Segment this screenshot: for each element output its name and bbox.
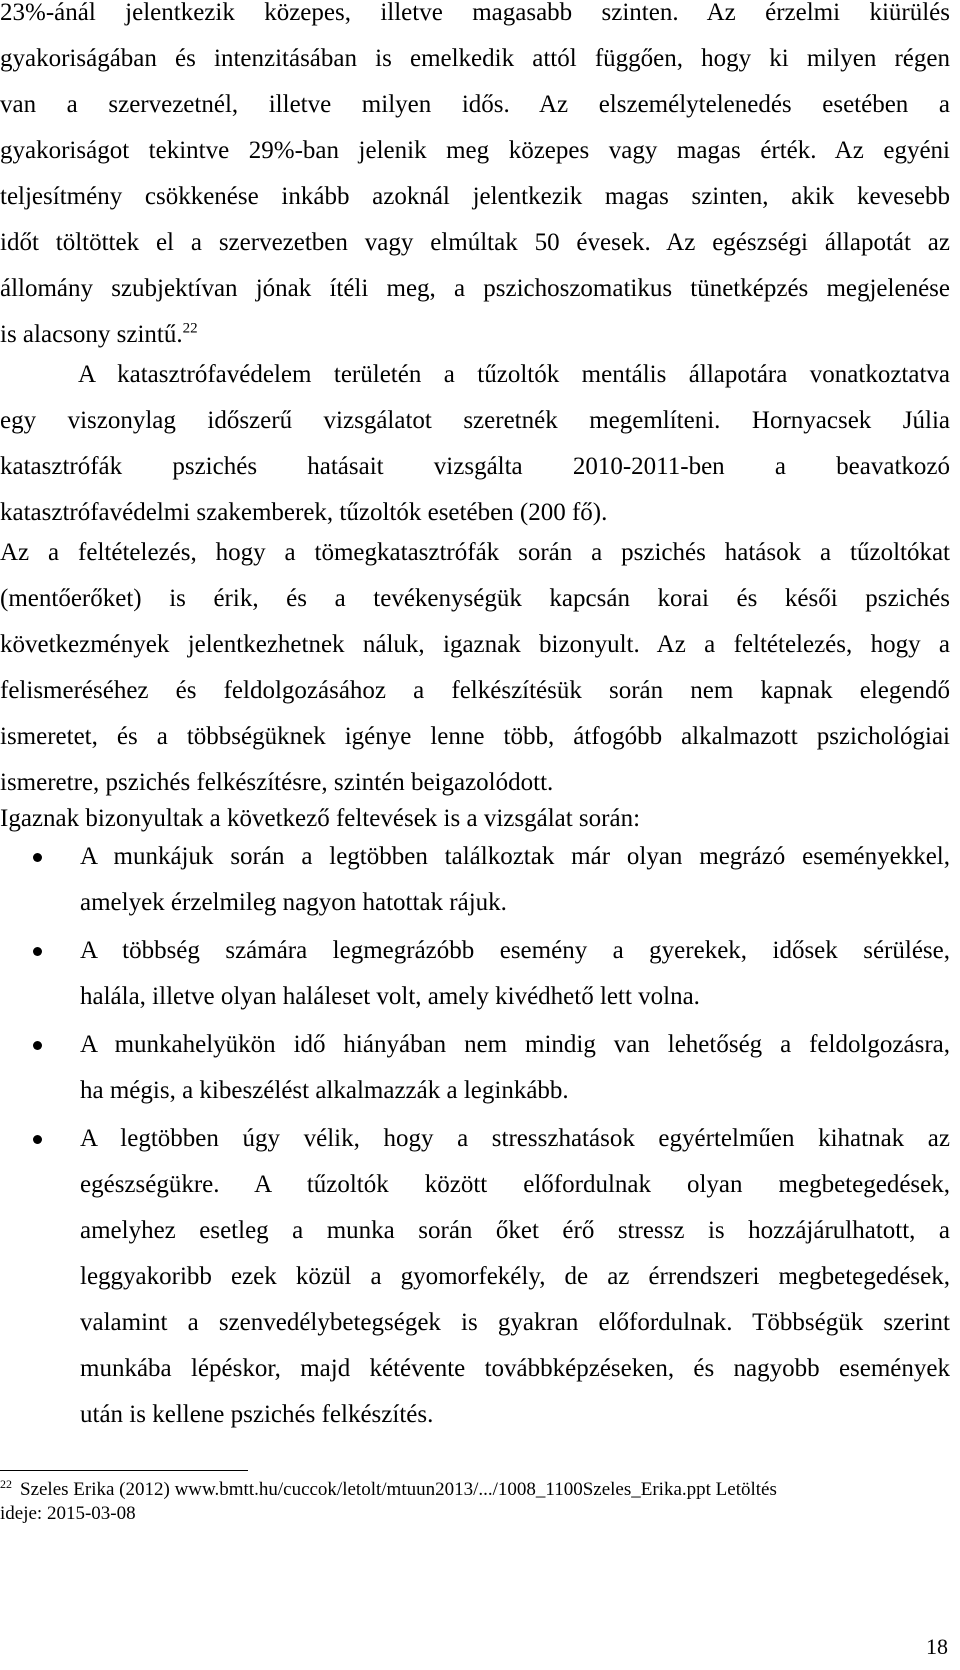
text-line: amelyhez esetleg a munka során őket érő stressz is hozzájárulhatott, a	[80, 1217, 950, 1244]
list-item	[0, 1116, 950, 1438]
text-line: egy viszonylag időszerű vizsgálatot szeretnék megemlíteni. Hornyacsek Júlia	[0, 407, 950, 434]
paragraph-2	[0, 352, 950, 536]
text-line: leggyakoribb ezek közül a gyomorfekély, de az érrendszeri megbetegedések,	[80, 1263, 950, 1290]
bullet-icon	[33, 947, 42, 956]
text-line: katasztrófavédelmi szakemberek, tűzoltók esetében (200 fő).	[0, 499, 608, 526]
text-line: időt töltöttek el a szervezetben vagy elmúltak 50 évesek. Az egészségi állapotát az	[0, 229, 950, 256]
footnote-reference[interactable]: 22	[182, 320, 198, 337]
text-line: Az a feltételezés, hogy a tömegkatasztrófák során a pszichés hatások a tűzoltókat	[0, 539, 950, 566]
footnote-separator	[0, 1470, 248, 1471]
text-line-last: is alacsony szintű.	[0, 321, 183, 348]
text-line: teljesítmény csökkenése inkább azoknál jelentkezik magas szinten, akik kevesebb	[0, 183, 950, 210]
text-line: valamint a szenvedélybetegségek is gyakran előfordulnak. Többségük szerint	[80, 1309, 950, 1336]
text-line: után is kellene pszichés felkészítés.	[80, 1401, 434, 1428]
footnote	[0, 1478, 950, 1526]
text-line: munkába lépéskor, majd kétévente továbbképzéseken, és nagyobb események	[80, 1355, 950, 1382]
text-line: (mentőerőket) is érik, és a tevékenységük kapcsán korai és késői pszichés	[0, 585, 950, 612]
page-number: 18	[926, 1634, 948, 1659]
text-line: következmények jelentkezhetnek náluk, igaznak bizonyult. Az a feltételezés, hogy a	[0, 631, 950, 658]
text-line: gyakoriságot tekintve 29%-ban jelenik meg közepes vagy magas érték. Az egyéni	[0, 137, 950, 164]
text-line: Igaznak bizonyultak a következő feltevések is a vizsgálat során:	[0, 805, 641, 832]
bullet-icon	[33, 1041, 42, 1050]
paragraph-1	[0, 0, 950, 358]
text-line: 23%-ánál jelentkezik közepes, illetve magasabb szinten. Az érzelmi kiürülés	[0, 0, 950, 26]
text-line: A munkahelyükön idő hiányában nem mindig van lehetőség a feldolgozásra,	[80, 1031, 950, 1058]
list-item	[0, 1022, 950, 1114]
text-line: felismeréséhez és feldolgozásához a felkészítésük során nem kapnak elegendő	[0, 677, 950, 704]
bullet-icon	[33, 853, 42, 862]
bullet-icon	[33, 1135, 42, 1144]
bullet-list	[0, 834, 950, 1440]
text-line: halála, illetve olyan haláleset volt, amely kivédhető lett volna.	[80, 983, 700, 1010]
text-line: gyakoriságában és intenzitásában is emelkedik attól függően, hogy ki milyen régen	[0, 45, 950, 72]
footnote-line: ideje: 2015-03-08	[0, 1503, 136, 1524]
footnote-line	[0, 1478, 950, 1502]
list-item	[0, 834, 950, 926]
text-line: amelyek érzelmileg nagyon hatottak rájuk.	[80, 889, 507, 916]
text-line: egészségükre. A tűzoltók között előfordulnak olyan megbetegedések,	[80, 1171, 950, 1198]
text-line: A katasztrófavédelem területén a tűzoltók mentális állapotára vonatkoztatva	[78, 361, 950, 388]
text-line: A többség számára legmegrázóbb esemény a gyerekek, idősek sérülése,	[80, 937, 950, 964]
list-item	[0, 928, 950, 1020]
footnote-text[interactable]: Szeles Erika (2012) www.bmtt.hu/cuccok/letolt/mtuun2013/.../1008_1100Szeles_Erika.ppt Letöltés	[20, 1479, 777, 1500]
text-line: ismeretet, és a többségüknek igénye lenne több, átfogóbb alkalmazott pszichológiai	[0, 723, 950, 750]
text-line: ha mégis, a kibeszélést alkalmazzák a leginkább.	[80, 1077, 569, 1104]
text-line: katasztrófák pszichés hatásait vizsgálta 2010-2011-ben a beavatkozó	[0, 453, 950, 480]
text-line: ismeretre, pszichés felkészítésre, szintén beigazolódott.	[0, 769, 554, 796]
text-line: van a szervezetnél, illetve milyen idős. Az elszemélytelenedés esetében a	[0, 91, 950, 118]
paragraph-3	[0, 530, 950, 806]
text-line: A legtöbben úgy vélik, hogy a stresszhatások egyértelműen kihatnak az	[80, 1125, 950, 1152]
footnote-number: 22	[0, 1476, 12, 1491]
text-line: állomány szubjektívan jónak ítéli meg, a pszichoszomatikus tünetképzés megjelenése	[0, 275, 950, 302]
text-line: A munkájuk során a legtöbben találkoztak már olyan megrázó eseményekkel,	[80, 843, 950, 870]
